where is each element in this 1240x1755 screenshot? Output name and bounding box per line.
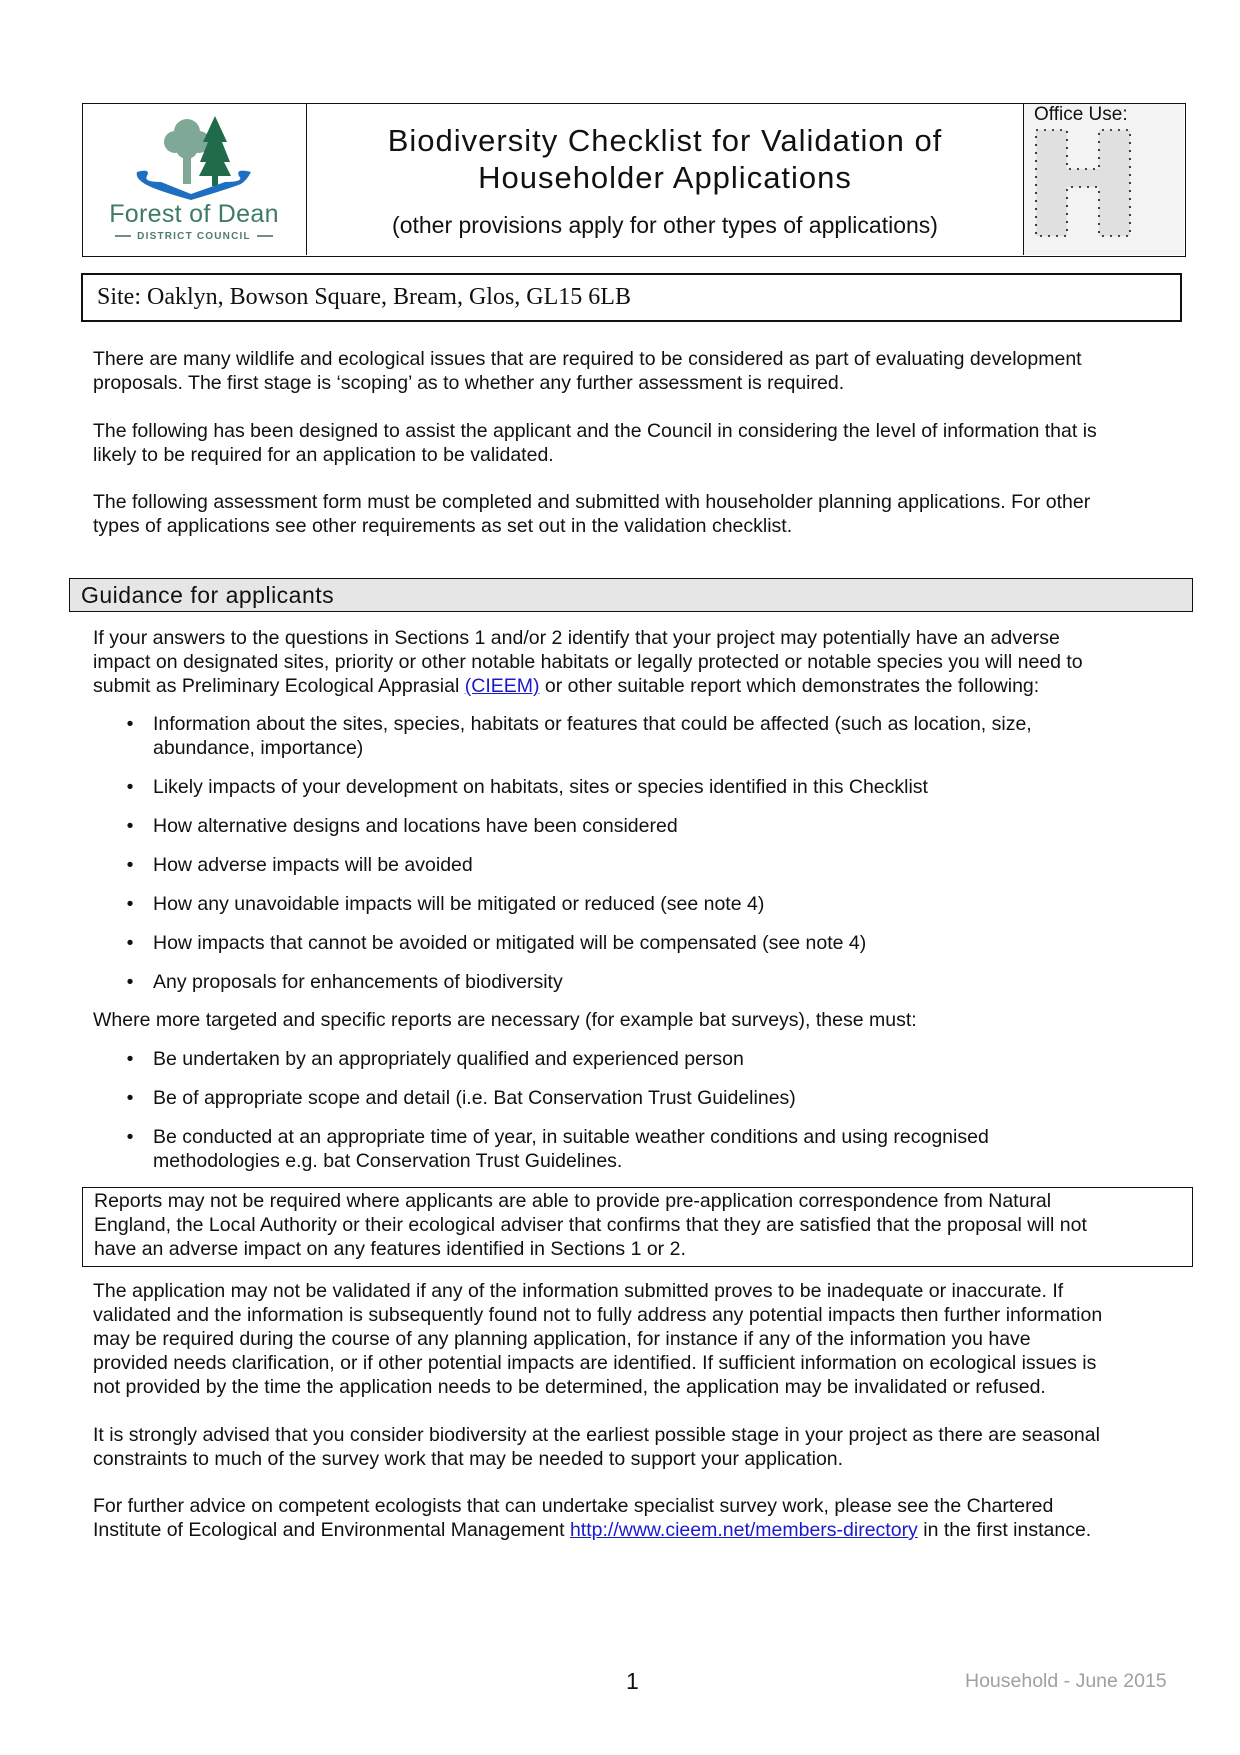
text-line: methodologies e.g. bat Conservation Trust Guidelines. [153, 1150, 623, 1172]
text-line: The following has been designed to assist the applicant and the Council in considering the level of information that is [93, 420, 1097, 442]
bullet-icon: • [126, 893, 134, 915]
list-item-text: Likely impacts of your development on habitats, sites or species identified in this Checklist [153, 776, 928, 798]
bullet-icon: • [126, 971, 134, 993]
text-segment: submit as Preliminary Ecological Apprasial [93, 675, 465, 697]
list-item-text: Be undertaken by an appropriately qualified and experienced person [153, 1048, 744, 1070]
page-subtitle: (other provisions apply for other types of applications) [392, 212, 938, 238]
text-line: impact on designated sites, priority or other notable habitats or legally protected or notable species you will need to [93, 651, 1083, 673]
intro-paragraph-3 [93, 490, 1183, 538]
page-number: 1 [626, 1668, 639, 1694]
text-line: abundance, importance) [153, 737, 364, 759]
list-item-text: How alternative designs and locations have been considered [153, 815, 678, 837]
office-use-label: Office Use: [1034, 104, 1128, 125]
text-line: Information about the sites, species, habitats or features that could be affected (such as location, size, [153, 713, 1032, 735]
validation-paragraph [93, 1279, 1183, 1399]
text-line: England, the Local Authority or their ecological adviser that confirms that they are satisfied that the proposal will not [94, 1214, 1087, 1236]
text-line: proposals. The first stage is ‘scoping’ as to whether any further assessment is required. [93, 372, 845, 394]
text-line [93, 1518, 1183, 1542]
list-item-text: Be of appropriate scope and detail (i.e. Bat Conservation Trust Guidelines) [153, 1087, 796, 1109]
cieem-directory-link[interactable]: http://www.cieem.net/members-directory [569, 1519, 918, 1541]
text-segment: in the first instance. [917, 1519, 1092, 1541]
page-title [307, 122, 1023, 196]
title-line-1: Biodiversity Checklist for Validation of [387, 123, 943, 158]
advice-paragraph [93, 1423, 1183, 1471]
text-line: Reports may not be required where applicants are able to provide pre-application correspondence from Natural [94, 1190, 1052, 1212]
section-title: Guidance for applicants [81, 582, 335, 608]
text-line [93, 674, 1183, 698]
text-segment: or other suitable report which demonstrates the following: [539, 675, 1040, 697]
river-icon [137, 171, 251, 200]
text-line: There are many wildlife and ecological issues that are required to be considered as part of evaluating development [93, 348, 1082, 370]
text-line: have an adverse impact on any features identified in Sections 1 or 2. [94, 1238, 686, 1260]
text-line: If your answers to the questions in Sections 1 and/or 2 identify that your project may potentially have an adverse [93, 627, 1060, 649]
text-line: not provided by the time the application needs to be determined, the application may be invalidated or refused. [93, 1376, 1046, 1398]
text-line: It is strongly advised that you consider biodiversity at the earliest possible stage in your project as there are seasonal [93, 1424, 1100, 1446]
bullet-icon: • [126, 713, 134, 735]
bullet-icon: • [126, 1126, 134, 1148]
text-line: For further advice on competent ecologists that can undertake specialist survey work, please see the Chartered [93, 1495, 1054, 1517]
text-line: likely to be required for an application to be validated. [93, 444, 554, 466]
section-header-guidance [69, 578, 1193, 612]
bullet-icon: • [126, 854, 134, 876]
bullet-icon: • [126, 815, 134, 837]
ecologist-advice-paragraph [93, 1494, 1183, 1542]
text-line: validated and the information is subsequently found not to fully address any potential impacts then further information [93, 1304, 1103, 1326]
office-use-code-h-icon [1035, 129, 1131, 237]
logo-cell [83, 104, 307, 255]
list-item-text: How impacts that cannot be avoided or mitigated will be compensated (see note 4) [153, 932, 867, 954]
cieem-link[interactable]: (CIEEM) [464, 675, 540, 697]
site-address: Site: Oaklyn, Bowson Square, Bream, Glos, GL15 6LB [97, 284, 631, 310]
text-line: provided needs clarification, or if other potential impacts are identified. If sufficient information on ecological issues is [93, 1352, 1097, 1374]
text-line: types of applications see other requirements as set out in the validation checklist. [93, 515, 793, 537]
office-use-cell [1024, 104, 1184, 255]
site-address-box [81, 273, 1182, 322]
title-cell [307, 104, 1024, 255]
notice-box [82, 1187, 1193, 1267]
bullet-icon: • [126, 1087, 134, 1109]
title-line-2: Householder Applications [478, 160, 852, 195]
text-line: The application may not be validated if any of the information submitted proves to be inadequate or inaccurate. If [93, 1280, 1064, 1302]
intro-paragraph-2 [93, 419, 1183, 467]
text-line: The following assessment form must be completed and submitted with householder planning applications. For other [93, 491, 1091, 513]
forest-of-dean-logo-icon [125, 112, 265, 202]
text-line: Be conducted at an appropriate time of year, in suitable weather conditions and using recognised [153, 1126, 989, 1148]
notice-text [94, 1189, 1184, 1261]
list-item-text: How adverse impacts will be avoided [153, 854, 473, 876]
text-line: may be required during the course of any planning application, for instance if any of the information you have [93, 1328, 1031, 1350]
bullet-icon: • [126, 932, 134, 954]
bullet-icon: • [126, 1048, 134, 1070]
targeted-reports-intro: Where more targeted and specific reports are necessary (for example bat surveys), these must: [93, 1009, 917, 1031]
text-segment: Institute of Ecological and Environmental Management [93, 1519, 570, 1541]
logo-name: Forest of Dean [109, 200, 279, 228]
bullet-icon: • [126, 776, 134, 798]
text-line: constraints to much of the survey work that may be needed to support your application. [93, 1448, 844, 1470]
list-item-text: How any unavoidable impacts will be mitigated or reduced (see note 4) [153, 893, 765, 915]
logo-subtitle: DISTRICT COUNCIL [83, 231, 305, 242]
document-header [82, 103, 1186, 257]
footer-version: Household - June 2015 [965, 1670, 1167, 1692]
list-item-text: Any proposals for enhancements of biodiversity [153, 971, 563, 993]
intro-paragraph-1 [93, 347, 1183, 395]
guidance-intro-paragraph [93, 626, 1183, 698]
